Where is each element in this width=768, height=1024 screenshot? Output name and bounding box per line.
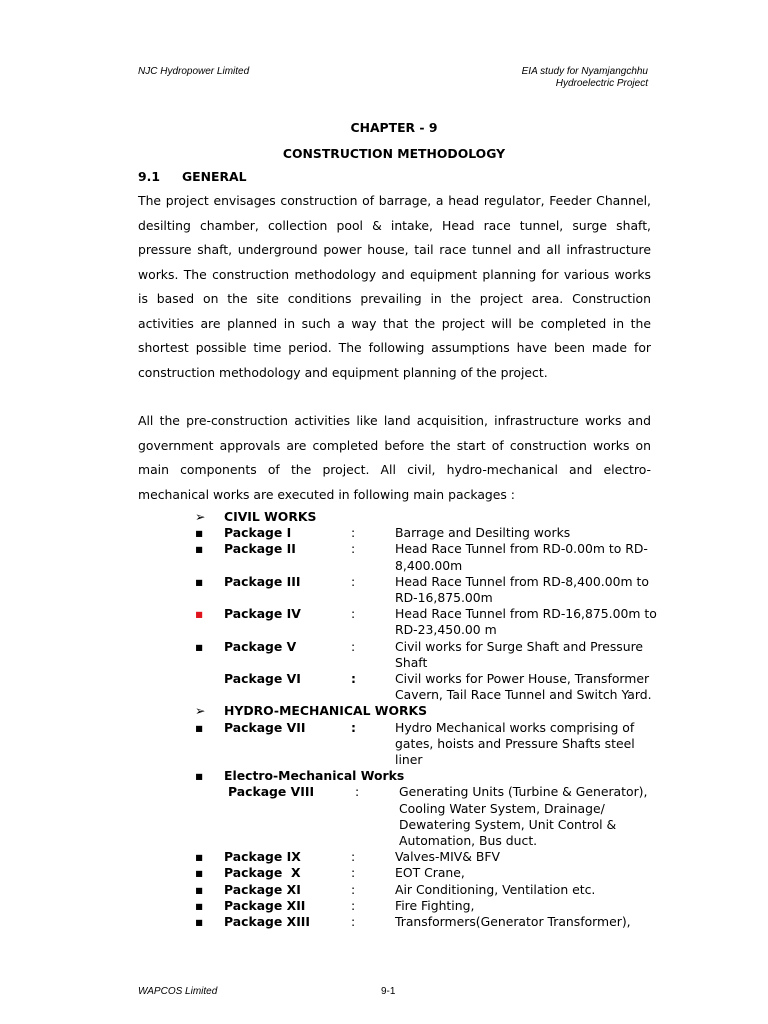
paragraph-intro: The project envisages construction of barrage, a head regulator, Feeder Channel, desilting chamber, collection pool & intake, Head race tunnel, surge shaft, pressure shaft, underground power house, tail race tunnel and all infrastructure works. The construction methodology and equipment planning for various works is based on the site conditions prevailing in the project area. Construction activities are planned in such a way that the project will be completed in the shortest possible time period. The following assumptions have been made for construction methodology and equipment planning of the project. bbox=[138, 193, 651, 380]
package-name: Package X bbox=[224, 865, 301, 881]
package-description: EOT Crane, bbox=[395, 865, 465, 881]
package-separator: : bbox=[351, 865, 356, 881]
package-description: Barrage and Desilting works bbox=[395, 525, 571, 541]
paragraph-packages-intro: All the pre-construction activities like land acquisition, infrastructure works and government approvals are completed before the start of construction works on main components of the project. All civil, hydro-mechanical and electro-mechanical works are executed in following main packages : bbox=[138, 413, 651, 502]
package-name: Package VIII bbox=[228, 784, 315, 800]
package-description: Head Race Tunnel from RD-16,875.00m to RD-23,450.00 m bbox=[395, 606, 657, 638]
chapter-heading: CHAPTER - 9 bbox=[350, 120, 438, 135]
package-description: Civil works for Power House, Transformer Cavern, Tail Race Tunnel and Switch Yard. bbox=[395, 671, 652, 703]
package-group-heading bbox=[195, 768, 665, 784]
package-row bbox=[195, 639, 665, 671]
package-group-title: Electro-Mechanical Works bbox=[224, 768, 405, 784]
package-description: Head Race Tunnel from RD-8,400.00m to RD-16,875.00m bbox=[395, 573, 649, 606]
square-bullet-icon: ▪ bbox=[195, 525, 204, 541]
package-separator: : bbox=[351, 897, 356, 913]
package-name: Package IX bbox=[224, 849, 301, 865]
header-org: NJC Hydropower Limited bbox=[138, 66, 250, 77]
package-separator: : bbox=[351, 881, 356, 897]
package-row bbox=[195, 720, 665, 769]
package-name: Package VII bbox=[224, 719, 306, 735]
package-separator: : bbox=[351, 671, 356, 687]
package-row bbox=[195, 606, 665, 638]
square-bullet-icon: ▪ bbox=[195, 881, 204, 897]
square-bullet-icon: ▪ bbox=[195, 719, 204, 735]
section-heading bbox=[138, 169, 247, 184]
chapter-title: CONSTRUCTION METHODOLOGY bbox=[282, 146, 506, 161]
package-description: Generating Units (Turbine & Generator), Cooling Water System, Drainage/ Dewatering System, Unit Control & Automation, Bus duct. bbox=[399, 784, 648, 849]
package-separator: : bbox=[351, 525, 356, 541]
section-title: GENERAL bbox=[182, 169, 247, 184]
package-description: Transformers(Generator Transformer), bbox=[395, 914, 631, 930]
package-name: Package IV bbox=[224, 606, 301, 622]
package-description: Fire Fighting, bbox=[395, 897, 475, 913]
package-name: Package II bbox=[224, 541, 296, 557]
package-row bbox=[195, 574, 665, 606]
arrow-bullet-icon: ➢ bbox=[195, 509, 206, 524]
package-separator: : bbox=[355, 784, 360, 800]
square-bullet-icon: ▪ bbox=[195, 865, 204, 881]
package-group-heading bbox=[195, 703, 665, 719]
package-description: Hydro Mechanical works comprising of gates, hoists and Pressure Shafts steel liner bbox=[395, 719, 635, 768]
package-name: Package XI bbox=[224, 881, 301, 897]
package-separator: : bbox=[351, 573, 356, 589]
square-bullet-icon bbox=[195, 784, 224, 849]
square-bullet-icon: ▪ bbox=[195, 849, 204, 865]
package-separator: : bbox=[351, 638, 356, 654]
square-bullet-icon: ▪ bbox=[195, 573, 204, 589]
package-separator: : bbox=[351, 914, 356, 930]
square-bullet-icon: ▪ bbox=[195, 914, 204, 930]
package-description: Head Race Tunnel from RD-0.00m to RD-8,400.00m bbox=[395, 541, 648, 573]
package-row bbox=[195, 898, 665, 914]
package-separator: : bbox=[351, 849, 356, 865]
header-study bbox=[522, 66, 648, 90]
package-description: Valves-MIV& BFV bbox=[395, 849, 500, 865]
package-row bbox=[195, 784, 665, 849]
package-row bbox=[195, 865, 665, 881]
package-group-title: CIVIL WORKS bbox=[224, 509, 317, 524]
square-bullet-icon: ▪ bbox=[195, 606, 204, 622]
square-bullet-icon: ▪ bbox=[195, 897, 204, 913]
package-row bbox=[195, 671, 665, 703]
package-separator: : bbox=[351, 606, 356, 622]
square-bullet-icon bbox=[195, 671, 224, 703]
package-row bbox=[195, 914, 665, 930]
package-name: Package V bbox=[224, 638, 297, 654]
package-separator: : bbox=[351, 541, 356, 557]
package-group-heading bbox=[195, 509, 665, 525]
package-name: Package XIII bbox=[224, 914, 311, 930]
header-study-line2: Hydroelectric Project bbox=[555, 78, 648, 89]
arrow-bullet-icon: ➢ bbox=[195, 703, 206, 719]
package-row bbox=[195, 541, 665, 573]
package-description: Air Conditioning, Ventilation etc. bbox=[395, 881, 596, 897]
package-group-title: HYDRO-MECHANICAL WORKS bbox=[224, 703, 428, 719]
package-list bbox=[195, 509, 665, 930]
package-name: Package VI bbox=[224, 671, 301, 687]
package-name: Package XII bbox=[224, 897, 306, 913]
header-study-line1: EIA study for Nyamjangchhu bbox=[521, 66, 648, 77]
package-name: Package III bbox=[224, 573, 301, 589]
package-description: Civil works for Surge Shaft and Pressure Shaft bbox=[395, 638, 644, 670]
page-number: 9-1 bbox=[381, 986, 396, 997]
package-row bbox=[195, 849, 665, 865]
package-row bbox=[195, 525, 665, 541]
square-bullet-icon: ▪ bbox=[195, 638, 204, 654]
package-separator: : bbox=[351, 719, 356, 735]
square-bullet-icon: ▪ bbox=[195, 768, 204, 784]
package-row bbox=[195, 882, 665, 898]
footer-org: WAPCOS Limited bbox=[138, 986, 218, 997]
square-bullet-icon: ▪ bbox=[195, 541, 204, 557]
package-name: Package I bbox=[224, 525, 292, 541]
section-number: 9.1 bbox=[138, 169, 160, 184]
